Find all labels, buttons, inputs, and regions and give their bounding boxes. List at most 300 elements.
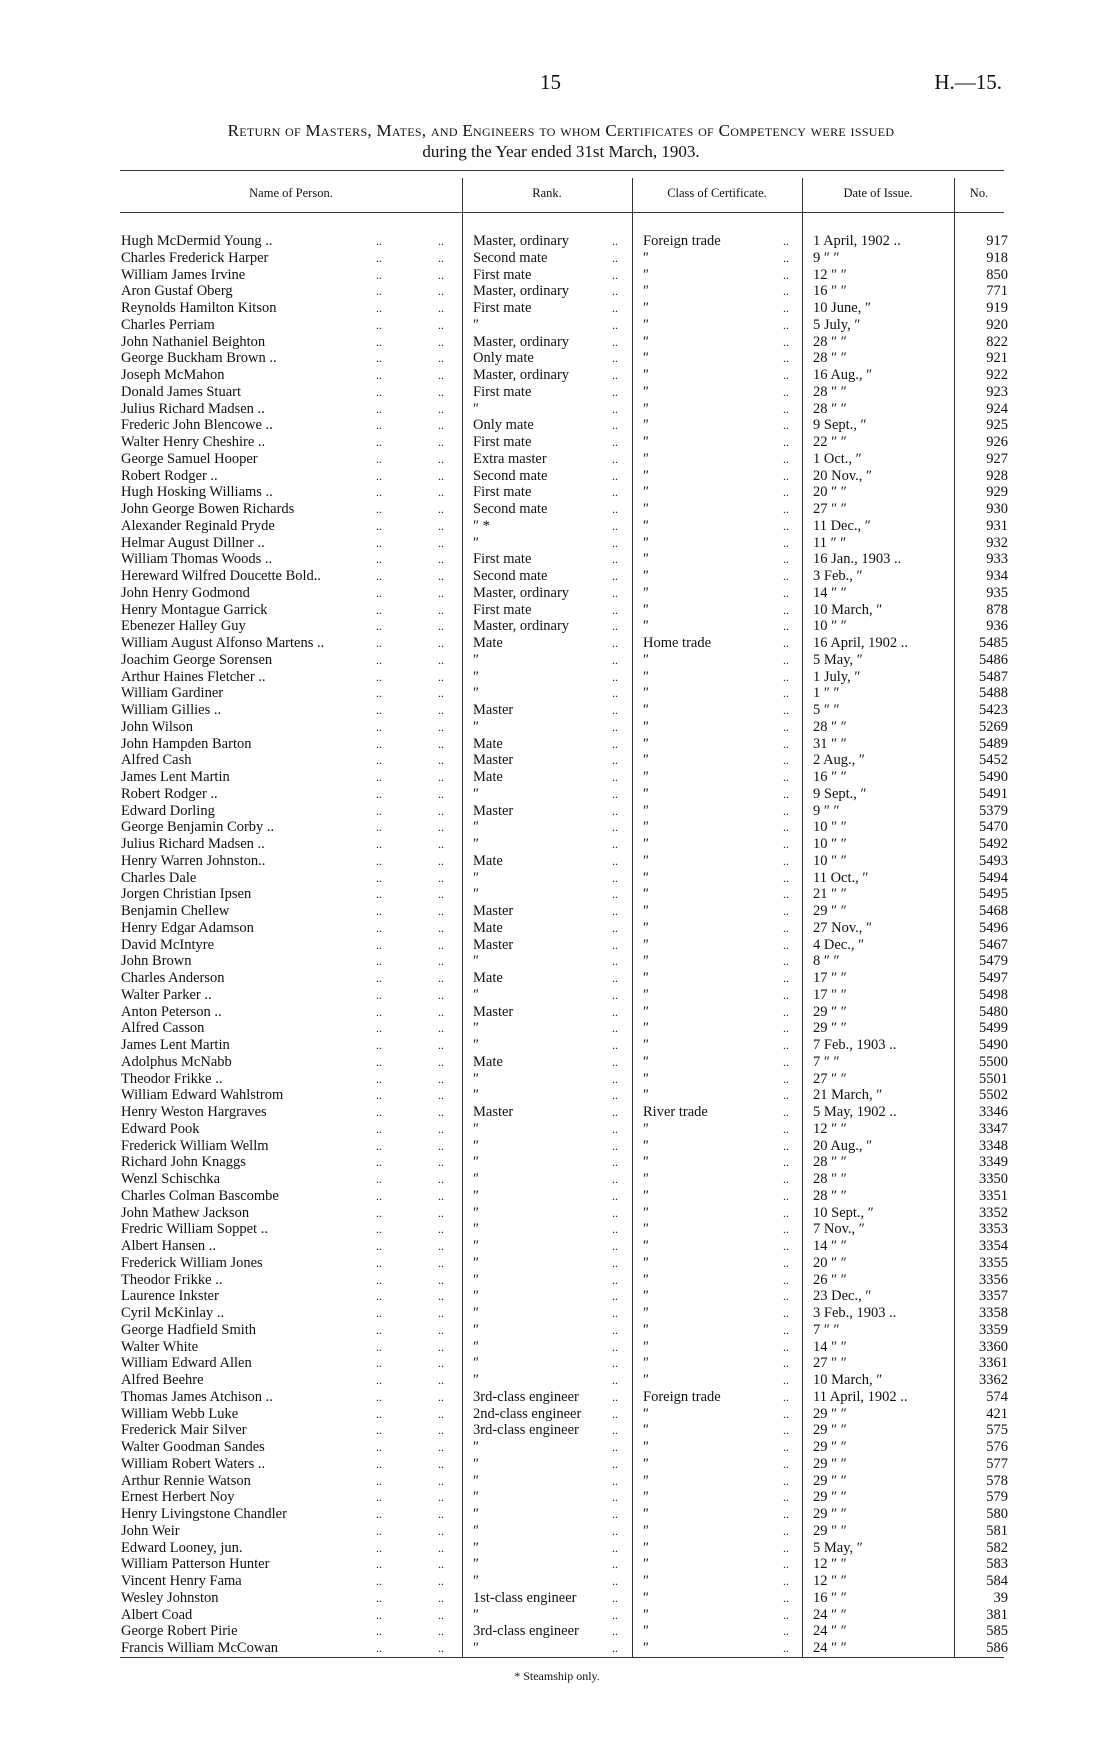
date-cell: 7 Feb., 1903 .. — [813, 1037, 897, 1053]
leader-dots: .. — [438, 418, 444, 433]
person-name: William Robert Waters .. — [121, 1455, 266, 1472]
table-row — [0, 1037, 1114, 1054]
table-row — [0, 468, 1114, 485]
leader-dots: .. — [612, 1389, 618, 1404]
leader-dots: .. — [438, 301, 444, 315]
number-cell: 5501 — [979, 1070, 1008, 1087]
rank-cell: Master — [473, 936, 514, 953]
number-cell: 850 — [986, 266, 1008, 283]
class-cell: ″ — [643, 417, 650, 434]
leader-dots: .. — [438, 384, 444, 399]
person-name: Richard John Knaggs — [121, 1154, 246, 1171]
person-name: Charles Dale — [121, 869, 197, 886]
date-cell: 20 ″ ″ — [813, 484, 847, 501]
leader-dots: .. — [612, 820, 618, 835]
leader-dots: .. — [376, 870, 382, 885]
person-name: John Weir — [121, 1522, 180, 1539]
leader-dots: .. — [783, 887, 789, 902]
class-cell: ″ — [643, 484, 650, 501]
leader-dots: .. — [612, 1490, 618, 1505]
table-row — [0, 317, 1114, 334]
date-cell: 12 ″ ″ — [813, 1120, 847, 1137]
leader-dots: .. — [783, 1440, 789, 1454]
rank-cell: Mate — [473, 852, 503, 869]
leader-dots: .. — [376, 1574, 382, 1588]
leader-dots: .. — [438, 1239, 444, 1253]
date-cell: 11 Dec., ″ — [813, 517, 871, 534]
leader-dots: .. — [438, 1322, 444, 1337]
leader-dots: .. — [438, 1155, 444, 1170]
number-cell: 5470 — [979, 819, 1008, 836]
date-cell: 20 ″ ″ — [813, 1254, 847, 1271]
leader-dots: .. — [376, 1356, 382, 1371]
leader-dots: .. — [783, 1523, 789, 1538]
rank-cell: Only mate — [473, 417, 534, 434]
rank-cell: First mate — [473, 300, 532, 316]
leader-dots: .. — [376, 234, 382, 248]
person-name: George Robert Pirie — [121, 1623, 238, 1640]
rank-cell: ″ — [473, 1472, 480, 1489]
leader-dots: .. — [438, 853, 444, 868]
leader-dots: .. — [376, 1255, 382, 1270]
date-cell: 24 ″ ″ — [813, 1623, 847, 1640]
date-cell: 16 Jan., 1903 .. — [813, 551, 902, 568]
person-name: George Hadfield Smith — [121, 1321, 257, 1338]
leader-dots: .. — [376, 368, 382, 382]
person-name: Joseph McMahon — [121, 367, 225, 383]
number-cell: 5493 — [979, 852, 1008, 869]
person-name: George Samuel Hooper — [121, 450, 258, 467]
number-cell: 5497 — [979, 970, 1008, 986]
number-cell: 5269 — [979, 718, 1008, 735]
leader-dots: .. — [783, 619, 789, 634]
leader-dots: .. — [438, 1289, 444, 1304]
leader-dots: .. — [783, 1557, 789, 1572]
rank-cell: ″ — [473, 953, 480, 970]
date-cell: 10 March, ″ — [813, 601, 883, 618]
class-cell: ″ — [643, 266, 650, 283]
leader-dots: .. — [438, 368, 444, 382]
person-name: David McIntyre — [121, 936, 215, 953]
leader-dots: .. — [783, 803, 789, 818]
table-row — [0, 1071, 1114, 1088]
person-name: Frederick William Jones — [121, 1254, 263, 1271]
date-cell: 16 ″ ″ — [813, 1589, 847, 1606]
class-cell: ″ — [643, 1556, 650, 1573]
number-cell: 576 — [986, 1439, 1008, 1455]
date-cell: 28 ″ ″ — [813, 718, 847, 735]
leader-dots: .. — [438, 1255, 444, 1270]
date-cell: 12 ″ ″ — [813, 1556, 847, 1573]
class-cell: ″ — [643, 1221, 650, 1238]
leader-dots: .. — [612, 1222, 618, 1237]
leader-dots: .. — [612, 937, 618, 952]
rank-cell: ″ — [473, 1120, 480, 1137]
person-name: Alexander Reginald Pryde — [121, 517, 275, 534]
table-row — [0, 518, 1114, 535]
leader-dots: .. — [438, 719, 444, 734]
leader-dots: .. — [376, 1088, 382, 1103]
leader-dots: .. — [438, 1473, 444, 1488]
table-row — [0, 417, 1114, 434]
leader-dots: .. — [783, 435, 789, 449]
leader-dots: .. — [438, 703, 444, 717]
date-cell: 5 May, ″ — [813, 651, 863, 668]
leader-dots: .. — [783, 1373, 789, 1387]
table-row — [0, 736, 1114, 753]
leader-dots: .. — [376, 1289, 382, 1304]
leader-dots: .. — [438, 1389, 444, 1404]
leader-dots: .. — [783, 1121, 789, 1136]
class-cell: ″ — [643, 450, 650, 467]
leader-dots: .. — [612, 1272, 618, 1287]
rank-cell: ″ — [473, 1372, 480, 1388]
leader-dots: .. — [612, 1188, 618, 1203]
table-row — [0, 1573, 1114, 1590]
person-name: Alfred Cash — [121, 752, 192, 769]
class-cell: River trade — [643, 1104, 708, 1120]
person-name: Theodor Frikke .. — [121, 1070, 223, 1087]
number-cell: 3362 — [979, 1372, 1008, 1388]
table-row — [0, 283, 1114, 300]
person-name: William Edward Wahlstrom — [121, 1087, 284, 1104]
leader-dots: .. — [612, 887, 618, 902]
leader-dots: .. — [376, 954, 382, 969]
date-cell: 12 ″ ″ — [813, 266, 847, 283]
date-cell: 27 Nov., ″ — [813, 919, 873, 936]
leader-dots: .. — [612, 234, 618, 248]
person-name: Charles Colman Bascombe — [121, 1187, 279, 1204]
date-cell: 26 ″ ″ — [813, 1271, 847, 1288]
table-row — [0, 752, 1114, 769]
date-cell: 14 ″ ″ — [813, 584, 847, 601]
class-cell: ″ — [643, 249, 650, 266]
class-cell: ″ — [643, 333, 650, 350]
table-row — [0, 1489, 1114, 1506]
leader-dots: .. — [783, 904, 789, 918]
class-cell: ″ — [643, 367, 650, 383]
date-cell: 14 ″ ″ — [813, 1238, 847, 1254]
table-row — [0, 1422, 1114, 1439]
date-cell: 4 Dec., ″ — [813, 936, 865, 953]
leader-dots: .. — [376, 904, 382, 918]
date-cell: 3 Feb., 1903 .. — [813, 1305, 897, 1321]
number-cell: 381 — [986, 1606, 1008, 1623]
leader-dots: .. — [783, 1540, 789, 1555]
class-cell: ″ — [643, 1455, 650, 1472]
leader-dots: .. — [612, 1373, 618, 1387]
date-cell: 9 ″ ″ — [813, 249, 840, 266]
table-row — [0, 1104, 1114, 1121]
leader-dots: .. — [438, 786, 444, 801]
leader-dots: .. — [783, 1272, 789, 1287]
rank-cell: ″ — [473, 1606, 480, 1623]
leader-dots: .. — [376, 719, 382, 734]
date-cell: 27 ″ ″ — [813, 1070, 847, 1087]
leader-dots: .. — [376, 401, 382, 416]
table-row — [0, 1171, 1114, 1188]
leader-dots: .. — [438, 770, 444, 784]
leader-dots: .. — [612, 1306, 618, 1320]
table-row — [0, 1540, 1114, 1557]
leader-dots: .. — [612, 1121, 618, 1136]
class-cell: ″ — [643, 1623, 650, 1640]
document-title — [110, 120, 1012, 162]
person-name: James Lent Martin — [121, 1037, 230, 1053]
number-cell: 579 — [986, 1489, 1008, 1506]
leader-dots: .. — [438, 1306, 444, 1320]
table-row — [0, 937, 1114, 954]
table-row — [0, 1389, 1114, 1406]
rank-cell: ″ — [473, 718, 480, 735]
date-cell: 29 ″ ″ — [813, 1472, 847, 1489]
class-cell: ″ — [643, 1439, 650, 1455]
table-row — [0, 1506, 1114, 1523]
table-row — [0, 501, 1114, 518]
table-row — [0, 1590, 1114, 1607]
class-cell: ″ — [643, 300, 650, 316]
table-row — [0, 568, 1114, 585]
rank-cell: ″ — [473, 869, 480, 886]
leader-dots: .. — [438, 1205, 444, 1220]
table-row — [0, 1339, 1114, 1356]
header-name: Name of Person. — [249, 186, 333, 200]
person-name: William Gillies .. — [121, 702, 222, 718]
page-number: 15 — [540, 70, 561, 94]
date-cell: 2 Aug., ″ — [813, 752, 865, 769]
rank-cell: ″ — [473, 1305, 480, 1321]
rank-cell: ″ — [473, 534, 480, 551]
date-cell: 16 ″ ″ — [813, 769, 847, 785]
class-cell: ″ — [643, 953, 650, 970]
table-row — [0, 1154, 1114, 1171]
number-cell: 822 — [986, 333, 1008, 350]
leader-dots: .. — [783, 1289, 789, 1304]
table-row — [0, 1305, 1114, 1322]
leader-dots: .. — [612, 619, 618, 634]
class-cell: ″ — [643, 1606, 650, 1623]
leader-dots: .. — [376, 686, 382, 701]
date-cell: 28 ″ ″ — [813, 400, 847, 417]
leader-dots: .. — [783, 1339, 789, 1354]
leader-dots: .. — [612, 1004, 618, 1019]
date-cell: 29 ″ ″ — [813, 1522, 847, 1539]
number-cell: 5498 — [979, 986, 1008, 1003]
leader-dots: .. — [783, 1088, 789, 1103]
class-cell: ″ — [643, 1204, 650, 1221]
table-row — [0, 836, 1114, 853]
number-cell: 421 — [986, 1405, 1008, 1422]
table-row — [0, 300, 1114, 317]
leader-dots: .. — [783, 535, 789, 550]
number-cell: 926 — [986, 434, 1008, 450]
leader-dots: .. — [438, 602, 444, 617]
leader-dots: .. — [376, 301, 382, 315]
person-name: Alfred Casson — [121, 1020, 205, 1037]
rank-cell: Only mate — [473, 350, 534, 367]
person-name: William Patterson Hunter — [121, 1556, 270, 1573]
leader-dots: .. — [376, 518, 382, 533]
person-name: Charles Anderson — [121, 970, 225, 986]
class-cell: ″ — [643, 1338, 650, 1355]
date-cell: 29 ″ ″ — [813, 1422, 847, 1439]
number-cell: 5494 — [979, 869, 1008, 886]
class-cell: ″ — [643, 852, 650, 869]
date-cell: 5 May, 1902 .. — [813, 1104, 897, 1120]
leader-dots: .. — [612, 468, 618, 483]
class-cell: Foreign trade — [643, 233, 721, 249]
class-cell: ″ — [643, 919, 650, 936]
number-cell: 580 — [986, 1506, 1008, 1522]
class-cell: ″ — [643, 936, 650, 953]
number-cell: 3358 — [979, 1305, 1008, 1321]
date-cell: 28 ″ ″ — [813, 1187, 847, 1204]
date-cell: 24 ″ ″ — [813, 1606, 847, 1623]
number-cell: 923 — [986, 383, 1008, 400]
leader-dots: .. — [438, 1071, 444, 1086]
leader-dots: .. — [438, 904, 444, 918]
leader-dots: .. — [612, 1590, 618, 1605]
rank-cell: ″ — [473, 685, 480, 702]
number-cell: 585 — [986, 1623, 1008, 1640]
date-cell: 29 ″ ″ — [813, 1020, 847, 1037]
leader-dots: .. — [783, 971, 789, 985]
leader-dots: .. — [376, 284, 382, 299]
leader-dots: .. — [438, 686, 444, 701]
leader-dots: .. — [612, 686, 618, 701]
leader-dots: .. — [612, 1641, 618, 1655]
person-name: Frederick Mair Silver — [121, 1422, 247, 1439]
class-cell: ″ — [643, 316, 650, 333]
leader-dots: .. — [612, 1205, 618, 1220]
leader-dots: .. — [612, 1088, 618, 1103]
table-row — [0, 786, 1114, 803]
table-row — [0, 669, 1114, 686]
leader-dots: .. — [376, 971, 382, 985]
person-name: Anton Peterson .. — [121, 1003, 222, 1020]
table-row — [0, 451, 1114, 468]
class-cell: ″ — [643, 584, 650, 601]
rank-cell: ″ — [473, 1506, 480, 1522]
leader-dots: .. — [612, 1440, 618, 1454]
date-cell: 24 ″ ″ — [813, 1640, 847, 1656]
leader-dots: .. — [438, 1557, 444, 1572]
leader-dots: .. — [438, 669, 444, 684]
leader-dots: .. — [612, 485, 618, 500]
date-cell: 9 ″ ″ — [813, 802, 840, 819]
class-cell: ″ — [643, 517, 650, 534]
class-cell: ″ — [643, 1020, 650, 1037]
class-cell: Foreign trade — [643, 1388, 721, 1405]
leader-dots: .. — [612, 1255, 618, 1270]
rank-cell: Second mate — [473, 249, 548, 266]
person-name: Vincent Henry Fama — [121, 1573, 242, 1589]
rank-cell: ″ — [473, 1455, 480, 1472]
leader-dots: .. — [783, 1054, 789, 1069]
rank-cell: 2nd-class engineer — [473, 1405, 582, 1422]
leader-dots: .. — [376, 1272, 382, 1287]
header-no: No. — [969, 186, 989, 200]
rank-cell: Mate — [473, 1053, 503, 1070]
leader-dots: .. — [438, 1641, 444, 1655]
rank-cell: ″ — [473, 1338, 480, 1355]
number-cell: 5502 — [979, 1087, 1008, 1104]
date-cell: 1 April, 1902 .. — [813, 233, 901, 249]
leader-dots: .. — [376, 619, 382, 634]
leader-dots: .. — [438, 1272, 444, 1287]
rank-cell: 3rd-class engineer — [473, 1422, 579, 1439]
leader-dots: .. — [612, 904, 618, 918]
leader-dots: .. — [612, 971, 618, 985]
table-row — [0, 1121, 1114, 1138]
leader-dots: .. — [612, 753, 618, 768]
leader-dots: .. — [783, 602, 789, 617]
class-cell: ″ — [643, 350, 650, 367]
person-name: Albert Hansen .. — [121, 1238, 217, 1254]
rank-cell: ″ — [473, 1254, 480, 1271]
rank-cell: ″ — [473, 1321, 480, 1338]
rank-cell: ″ — [473, 1522, 480, 1539]
date-cell: 29 ″ ″ — [813, 1003, 847, 1020]
rank-cell: Master, ordinary — [473, 233, 570, 249]
person-name: Henry Montague Garrick — [121, 601, 268, 618]
rank-cell: ″ — [473, 986, 480, 1003]
table-row — [0, 1406, 1114, 1423]
leader-dots: .. — [783, 1105, 789, 1119]
leader-dots: .. — [612, 585, 618, 600]
person-name: Julius Richard Madsen .. — [121, 836, 265, 852]
date-cell: 31 ″ ″ — [813, 735, 847, 752]
leader-dots: .. — [612, 1239, 618, 1253]
class-cell: ″ — [643, 1589, 650, 1606]
rank-cell: First mate — [473, 601, 532, 618]
table-row — [0, 652, 1114, 669]
leader-dots: .. — [376, 1423, 382, 1438]
date-cell: 29 ″ ″ — [813, 1489, 847, 1506]
leader-dots: .. — [438, 1540, 444, 1555]
number-cell: 3346 — [979, 1104, 1008, 1120]
number-cell: 934 — [986, 568, 1008, 584]
leader-dots: .. — [783, 1155, 789, 1170]
rank-cell: Master, ordinary — [473, 618, 570, 635]
table-row — [0, 1255, 1114, 1272]
header-rank: Rank. — [532, 186, 562, 200]
leader-dots: .. — [612, 837, 618, 851]
class-cell: ″ — [643, 1305, 650, 1321]
leader-dots: .. — [783, 1205, 789, 1220]
person-name: Charles Frederick Harper — [121, 249, 269, 266]
leader-dots: .. — [783, 1490, 789, 1505]
number-cell: 5489 — [979, 735, 1008, 752]
leader-dots: .. — [612, 1021, 618, 1036]
number-cell: 878 — [986, 601, 1008, 618]
leader-dots: .. — [438, 1490, 444, 1505]
person-name: William James Irvine — [121, 266, 246, 283]
person-name: John Wilson — [121, 718, 194, 735]
class-cell: ″ — [643, 1355, 650, 1372]
person-name: William Thomas Woods .. — [121, 551, 273, 568]
table-row — [0, 585, 1114, 602]
leader-dots: .. — [438, 317, 444, 332]
date-cell: 22 ″ ″ — [813, 434, 847, 450]
leader-dots: .. — [783, 636, 789, 650]
leader-dots: .. — [376, 753, 382, 768]
table-row — [0, 535, 1114, 552]
number-cell: 39 — [993, 1589, 1008, 1606]
title-line-1 — [110, 120, 1012, 141]
leader-dots: .. — [376, 1138, 382, 1153]
table-row — [0, 1556, 1114, 1573]
